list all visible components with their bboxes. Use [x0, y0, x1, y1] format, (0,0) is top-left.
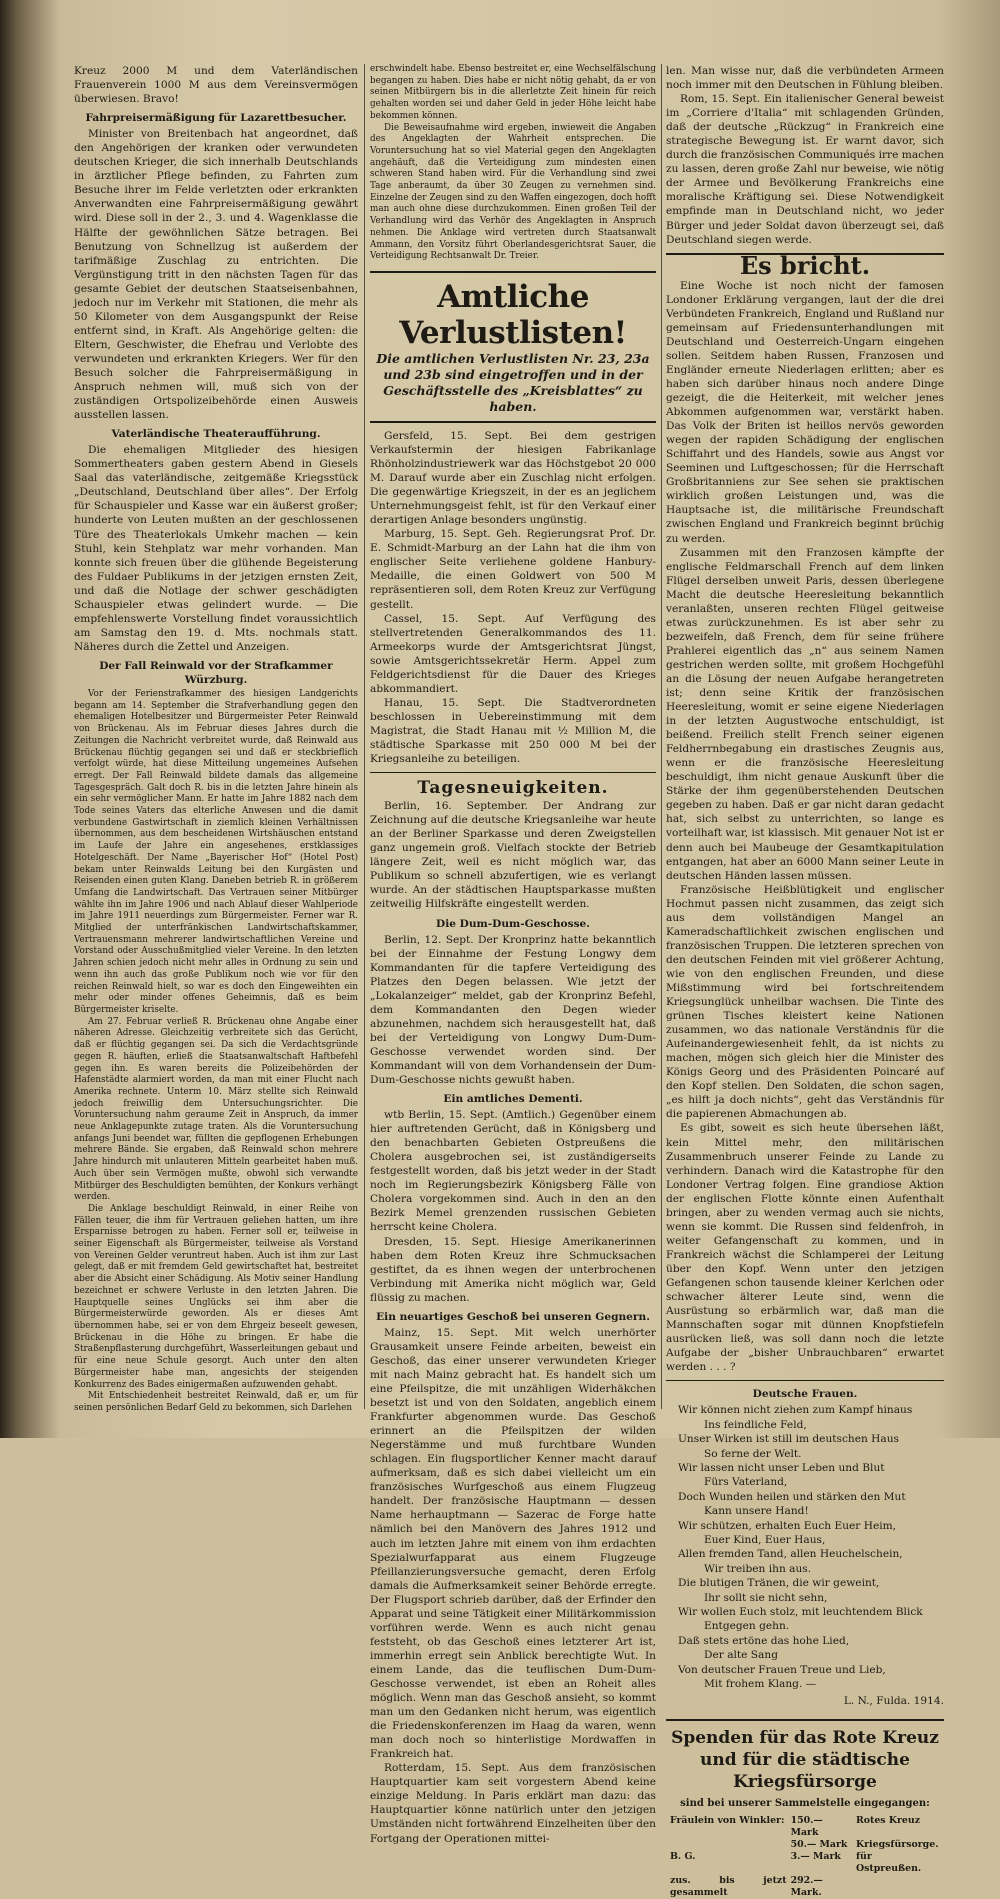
article-text: Mainz, 15. Sept. Mit welch unerhörter Grausamkeit unsere Feinde arbeiten, beweist ein Geschoß, das einer unserer verwundeten Krieger mit nach Mainz gebracht hat. Es handelt sich um eine Pfeilspitze, die mit unzähligen Widerhäkchen besetzt ist und von den Soldaten, angeblich einem Frankfurter abgenommen wurde. Das Geschoß erinnert an die Pfeilspitzen der wilden Negerstämme und muß furchtbare Wunden schlagen. Ein flugsportlicher Kenner macht darauf aufmerksam, daß es sich dabei vielleicht um ein französisches Wurfgeschoß aus einem Flugzeug handelt. Der französische Hauptmann — dessen Name herhauptmann — Sazerac de Forge hatte nämlich bei den Manövern des Jahres 1912 und auch im letzten Jahre mit einem von ihm erdachten Spezialwurfapparat aus einem Flugzeuge Pfeillanzierungsversuche gemacht, deren Erfolg damals die Aufmerksamkeit seiner Behörde erregte. Der Flugsport schrieb darüber, daß der Erfinder den Apparat und seine Tätigkeit einer Militärkommission vorführen werde. Wenn es auch nicht genau feststeht, ob das Geschoß eines letzterer Art ist, immerhin erregt sein Anblick berechtigte Wut. In einem Lande, das die teuflischen Dum-Dum-Geschosse verwendet, ist eben an Roheit alles möglich. Wenn man das Geschoß ansieht, so kommt man um den Gedanken nicht herum, was eigentlich die Friedenskonferenzen im Haag da waren, wenn man doch noch so hinterlistige Mordwaffen in Frankreich hat.	[370, 1326, 656, 1761]
article-text: Vor der Ferienstrafkammer des hiesigen Landgerichts begann am 14. September die Strafverhandlung gegen den ehemaligen Hotelbesitzer und Bürgermeister Peter Reinwald von Brückenau. Als im Februar dieses Jahres durch die Zeitungen die Nachricht verbreitet wurde, daß Reinwald aus Brückenau flüchtig gegangen sei und daß er steckbrieflich verfolgt würde, hat diese Mitteilung ungemeines Aufsehen erregt. Der Fall Reinwald bildete damals das allgemeine Tagesgespräch. Galt doch R. bis in die letzten Jahre hinein als ein sehr vermöglicher Mann. Er hatte im Jahre 1882 nach dem Tode seines Vaters das elterliche Anwesen und die damit verbundene Gastwirtschaft in ziemlich kleinen Verhältnissen übernommen, aus dem bescheidenen Wirtshäuschen entstand im Laufe der Jahre ein angesehenes, erstklassiges Hotelgeschäft. Der Name „Bayerischer Hof“ (Hotel Post) bekam unter Reinwalds Leitung bei den Kurgästen und Reisenden einen guten Klang. Daneben betrieb R. in größerem Umfang die Landwirtschaft. Das Vertrauen seiner Mitbürger wählte ihn im Jahre 1906 und nach Ablauf dieser Wahlperiode im Jahre 1911 neuerdings zum Bürgermeister. Ferner war R. Mitglied der unterfränkischen Landwirtschaftskammer, Vertrauensmann mehrerer landwirtschaftlichen Vereine und Vorstand oder Ausschußmitglied vieler Vereine. In den letzten Jahren schien jedoch nicht mehr alles in Ordnung zu sein und wenn ihn auch das große Publikum noch wie vor für den reichen Reinwald hielt, so war es doch den Eingeweihten ein mehr oder minder offenes Geheimnis, daß es beim Bürgermeister kriselte.	[74, 689, 358, 1015]
donation-purpose: für Ostpreußen.	[855, 1850, 922, 1874]
article-text: Hanau, 15. Sept. Die Stadtverordneten beschlossen in Uebereinstimmung mit dem Magistrat, die Stadt Hanau mit ½ Million M, die städtische Sparkasse mit 250 000 M bei der Kriegsanleihe zu beteiligen.	[370, 696, 656, 766]
article-text: Minister von Breitenbach hat angeordnet, daß den Angehörigen der kranken oder verwundeten deutschen Krieger, die sich innerhalb Deutschlands in ärztlicher Pflege befinden, zu Fahrten zum Besuche ihrer im Felde verletzten oder erkrankten Anverwandten eine Fahrpreisermäßigung gewährt wird. Diese soll in der 2., 3. und 4. Wagenklasse die Hälfte der gewöhnlichen Sätze betragen. Bei Benutzung von Schnellzug ist außerdem der tarifmäßige Zuschlag zu entrichten. Die Vergünstigung tritt in den nächsten Tagen für das gesamte Gebiet der deutschen Staatseisenbahnen, jedoch nur im Verkehr mit Stationen, die mehr als 50 Kilometer von dem Ausgangspunkt der Reise entfernt sind, in Kraft. Als Angehörige gelten: die Eltern, Geschwister, die Ehefrau und Verlobte des verwundeten und erkrankten Kriegers. Wer für den Besuch solcher die Fahrpreisermäßigung in Anspruch nehmen will, muß sich von der zuständigen Ortspolizeibehörde einen Ausweis ausstellen lassen.	[74, 128, 358, 422]
table-row	[670, 1875, 944, 1899]
poem-line: Euer Kind, Euer Haus,	[704, 1534, 826, 1547]
article-heading: Die Dum-Dum-Geschosse.	[436, 917, 590, 930]
article-heading: Ein amtliches Dementi.	[443, 1093, 583, 1106]
donation-amount: 292.— Mark.	[790, 1874, 823, 1898]
poem-line: Mit frohem Klang. —	[704, 1678, 817, 1691]
donation-amount: 3.— Mark	[790, 1850, 841, 1862]
column-right	[666, 64, 944, 1898]
article-text: wtb Berlin, 15. Sept. (Amtlich.) Gegenüber einem hier auftretenden Gerücht, daß in Königsberg und den benachbarten Gebieten Ostpreußens die Cholera ausgebrochen sei, ist zuständigerseits festgestellt worden, daß bis jetzt weder in der Stadt noch im Regierungsbezirk Königsberg Fälle von Cholera vorgekommen sind. Auch in den an den Bezirk Memel grenzenden russischen Gebieten herrscht keine Cholera.	[370, 1109, 656, 1234]
divider	[370, 772, 656, 773]
donor-name: zus. bis jetzt gesammelt	[670, 1874, 787, 1898]
verlustlisten-title: Amtliche Verlustlisten!	[399, 278, 627, 351]
article-text: Rotterdam, 15. Sept. Aus dem französischen Hauptquartier kam seit vorgestern Abend keine einzige Meldung. In Paris erklärt man dazu: das Hauptquartier könne natürlich unter den jetzigen Umständen nicht fortwährend Einzelheiten über den Fortgang der Operationen mittei-	[370, 1762, 656, 1845]
poem-line: Wir können nicht ziehen zum Kampf hinaus	[678, 1404, 913, 1417]
article-text: Die Anklage beschuldigt Reinwald, in einer Reihe von Fällen teuer, die ihm für Vertrauen geliehen hatten, um ihre Ersparnisse betrogen zu haben. Ferner soll er, teilweise in seiner Eigenschaft als Bürgermeister, teilweise als Vorstand von Vereinen Gelder veruntreut haben. Auch ist ihm zur Last gelegt, daß er mit fremdem Geld gewirtschaftet hat, bestreitet aber die Absicht einer Schädigung. Als Motiv seiner Handlung bezeichnet er schwere Verluste in den letzten Jahren. Die Hauptquelle seines Unglücks sei ihm aber die Bürgermeisterwürde geworden. Als er dieses Amt übernommen habe, sei er von dem Ehrgeiz beseelt gewesen, Brückenau in die Höhe zu bringen. Er habe die Straßenpflasterung durchgeführt, Wasserleitungen gebaut und für eine neue Schule gesorgt. Auch unter den alten Bürgermeister habe man, angesichts der steigenden Konkurrenz des Bades einigermaßen aufzuwenden gehabt.	[74, 1203, 358, 1390]
article-text: Eine Woche ist noch nicht der famosen Londoner Erklärung vergangen, laut der die drei Verbündeten Frankreich, England und Rußland nur gemeinsam auf Friedensunterhandlungen mit Deutschland und Oesterreich-Ungarn eingehen sollen. Seitdem haben Russen, Franzosen und Engländer erneute Niederlagen erlitten; aber es haben sich darüber hinaus noch andere Dinge gezeigt, die die Heiterkeit, mit welcher jenes Abkommen aufgenommen war, verstärkt haben. Das Volk der Briten ist heillos nervös geworden wegen der rapiden Schädigung der englischen Schiffahrt und des Handels, sowie aus Angst vor Seeminen und Luftgeschossen; für die Herrschaft Großbritanniens zur See sehen sie praktischen wirklich großen Leistungen und, was die Hauptsache ist, die militärische Freundschaft zwischen England und Frankreich beginnt brüchig zu werden.	[666, 279, 944, 545]
article-text: Zusammen mit den Franzosen kämpfte der englische Feldmarschall French auf dem linken Flügel derselben unweit Paris, dessen überlegene Macht die deutsche Heeresleitung bekanntlich veranlaßten, unseren rechten Flügel geitweise etwas zurückzunehmen. Es ist aber sehr zu bezweifeln, daß French, dem für seine frühere Prahlerei eigentlich das „n“ aus seinem Namen gestrichen werden sollte, mit großem Hochgefühl an die Lösung der neuen Aufgabe herangetreten ist; denn seine Kritik der französischen Heeresleitung, womit er seine eigene Niederlagen in der letzten Augustwoche entschuldigt, ist beißend. Freilich stellt French seiner eigenen Feldherrnbegabung ein drastisches Zeugnis aus, wenn er die französische Heeresleitung beschuldigt, ihm nicht genaue Auskunft über die Stärke der ihm gegenüberstehenden Deutschen gegeben zu haben. Daß er gar nicht daran gedacht hat, sich selbst zu unterrichten, so lange es vorteilhaft war, ist klassisch. Mit genauer Not ist er denn auch bei Maubeuge der Gesamtkapitulation entgangen, hat aber an 6000 Mann seiner Leute in deutschen Händen lassen müssen.	[666, 546, 944, 882]
article-text: Berlin, 16. September. Der Andrang zur Zeichnung auf die deutsche Kriegsanleihe war heute an der Berliner Sparkasse und deren Zweigstellen ganz ungemein groß. Vielfach stockte der Betrieb längere Zeit, weil es nicht möglich war, das Publikum so schnell abzufertigen, wie es verlangt wurde. An der städtischen Hauptsparkasse mußten zeitweilig Hilfskräfte eingestellt werden.	[370, 800, 656, 911]
article-heading: Vaterländische Theateraufführung.	[111, 428, 321, 441]
article-text: erschwindelt habe. Ebenso bestreitet er, eine Wechselfälschung begangen zu haben. Dies habe er nicht nötig gehabt, da er von seinen Mitbürgern bis in die allerletzte Zeit hinein für reich gehalten worden sei und daher Geld in jeder Höhe leicht habe bekommen können.	[370, 64, 656, 121]
donation-amount: 150.— Mark	[790, 1814, 823, 1838]
divider	[666, 1380, 944, 1381]
article-heading: Fahrpreisermäßigung für Lazarettbesucher.	[85, 112, 347, 125]
verlustlisten-box	[370, 271, 656, 423]
table-row	[670, 1815, 944, 1839]
poem-line: Unser Wirken ist still im deutschen Haus	[678, 1433, 899, 1446]
article-text: Marburg, 15. Sept. Geh. Regierungsrat Prof. Dr. E. Schmidt-Marburg an der Lahn hat die ihm von englischer Seite verliehene goldene Hanbury-Medaille, die einen Goldwert von 500 M repräsentieren soll, dem Roten Kreuz zur Verfügung gestellt.	[370, 528, 656, 611]
poem-line: Ihr sollt sie nicht sehn,	[704, 1591, 828, 1604]
column-rule	[661, 64, 662, 1409]
poem-line: Der alte Sang	[704, 1649, 778, 1662]
article-heading: Ein neuartiges Geschoß bei unseren Gegnern.	[376, 1310, 650, 1323]
donor-name: B. G.	[670, 1850, 696, 1862]
article-text: Mit Entschiedenheit bestreitet Reinwald, daß er, um für seinen persönlichen Bedarf Geld zu bekommen, sich Darlehen	[74, 1391, 358, 1413]
section-heading: Tagesneuigkeiten.	[417, 778, 609, 799]
donations-title: Spenden für das Rote Kreuz und für die städtische Kriegsfürsorge	[666, 1719, 944, 1793]
donor-name: Fräulein von Winkler:	[670, 1814, 785, 1826]
poem-line: So ferne der Welt.	[704, 1447, 802, 1460]
poem-line: Doch Wunden heilen und stärken den Mut	[678, 1490, 906, 1503]
article-text: Rom, 15. Sept. Ein italienischer General beweist im „Corriere d'Italia“ mit schlagenden Gründen, daß der deutsche „Rückzug“ in Frankreich eine strategische Bewegung ist. Er warnt davor, sich durch die französischen Communiqués irre machen zu lassen, deren große Zahl nur beweise, wie nötig der Armee und Bevölkerung Frankreichs eine moralische Kräftigung sei. Diese Notwendigkeit empfinde man in Deutschland nicht, wo jeder Bürger und jeder Soldat davon überzeugt sei, daß Deutschland siegen werde.	[666, 93, 944, 246]
poem-line: Wir wollen Euch stolz, mit leuchtendem Blick	[678, 1606, 923, 1619]
article-text: Die ehemaligen Mitglieder des hiesigen Sommertheaters gaben gestern Abend in Giesels Saal das vaterländische, zeitgemäße Kriegsstück „Deutschland, Deutschland über alles“. Der Erfolg für Schauspieler und Kasse war ein äußerst großer; hunderte von Leuten mußten an der geschlossenen Türe des Theaterlokals Umkehr machen — kein Stuhl, kein Stehplatz war mehr vorhanden. Man konnte sich freuen über die glühende Begeisterung des Fuldaer Publikums in der jetzigen ernsten Zeit, und daß die Notlage der schwer geschädigten Schauspieler etwas gelindert wurde. — Die empfehlenswerte Vorstellung findet voraussichtlich am Samstag den 19. d. Mts. nochmals statt. Näheres durch die Zettel und Anzeigen.	[74, 444, 358, 653]
article-text: Es gibt, soweit es sich heute übersehen läßt, kein Mittel mehr, den militärischen Zusammenbruch unserer Feinde zu Lande zu verhindern. Danach wird die Katastrophe für den Londoner Vertrag folgen. Eine grandiose Aktion der englischen Flotte könnte einen Aufenthalt bringen, aber zu wenden vermag auch sie nichts, wenn sie kommt. Die Russen sind feldenfroh, in weiter Gefangenschaft zu kommen, und in Frankreich wächst die Schlamperei der Leitung über den Kopf. Wenn unter den jetzigen Gefangenen schon tausende kleiner Kerlchen oder schwacher älterer Leute sind, wenn die Ausrüstung so erbärmlich war, daß man die Mannschaften sogar mit dünnen Knopfstiefeln ausrücken ließ, was soll dann noch die letzte Aufgabe der „bisher Unbrauchbaren“ erwartet werden . . . ?	[666, 1122, 944, 1374]
table-row	[670, 1839, 944, 1851]
poem-line: Fürs Vaterland,	[704, 1476, 788, 1489]
poem-line: Daß stets ertöne das hohe Lied,	[678, 1634, 850, 1647]
poem-title: Deutsche Frauen.	[752, 1388, 858, 1401]
donation-amount: 50.— Mark	[790, 1838, 848, 1850]
poem-signature: L. N., Fulda. 1914.	[843, 1695, 944, 1708]
donations-subtitle: sind bei unserer Sammelstelle eingegangen:	[680, 1797, 930, 1809]
poem-line: Von deutscher Frauen Treue und Lieb,	[678, 1663, 886, 1676]
article-text: Cassel, 15. Sept. Auf Verfügung des stellvertretenden Generalkommandos des 11. Armeekorps wurde der Amtsgerichtsrat Jüngst, sowie Amtsgerichtssekretär Herm. Appel zum Feldgerichtsdienst für die Dauer des Krieges abkommandiert.	[370, 612, 656, 695]
donation-purpose: Kriegsfürsorge.	[855, 1838, 939, 1850]
verlustlisten-subtitle: Die amtlichen Verlustlisten Nr. 23, 23a und 23b sind eingetroffen und in der Geschäftsstelle des „Kreisblattes“ zu haben.	[376, 350, 650, 414]
poem-line: Wir schützen, erhalten Euch Euer Heim,	[678, 1519, 897, 1532]
poem-line: Ins feindliche Feld,	[704, 1418, 807, 1431]
donation-purpose: Rotes Kreuz	[855, 1814, 921, 1826]
donations-table	[670, 1815, 944, 1899]
poem-line: Entgegen gehn.	[704, 1620, 790, 1633]
poem-line: Allen fremden Tand, allen Heuchelschein,	[678, 1548, 903, 1561]
article-text: Am 27. Februar verließ R. Brückenau ohne Angabe einer näheren Adresse. Gleichzeitig verbreitete sich das Gerücht, daß er flüchtig gegangen sei. Da sich die Verdachtsgründe gegen R. häuften, erließ die Staatsanwaltschaft Haftbefehl gegen ihn. Es waren bereits die Polizeibehörden der Hafenstädte alarmiert worden, da man mit einer Flucht nach Amerika rechnete. Unterm 10. März stellte sich Reinwald jedoch freiwillig dem Untersuchungsrichter. Die Voruntersuchung nahm geraume Zeit in Anspruch, da immer neue Anklagepunkte zutage traten. Als die Voruntersuchung anfangs Juni beendet war, füllten die gepflogenen Erhebungen mehrere Bände. Sie ergaben, daß Reinwald schon mehrere Jahre hindurch mit unlauteren Mitteln gearbeitet haben muß. Auch über sein Vermögen mußte, obwohl sich verwandte Mitbürger des Beschuldigten bemühten, der Konkurs verhängt werden.	[74, 1016, 358, 1203]
article-text: Gersfeld, 15. Sept. Bei dem gestrigen Verkaufstermin der hiesigen Fabrikanlage Rhönholzindustriewerk war das Höchstgebot 20 000 M. Darauf wurde aber ein Zuschlag nicht erfolgen. Die gegenwärtige Kriegszeit, in der es an jeglichem Unternehmungsgeist fehlt, ist für den Verkauf einer derartigen Anlage besonders ungünstig.	[370, 429, 656, 527]
column-rule	[364, 64, 365, 1409]
column-left	[74, 64, 358, 1413]
poem-line: Die blutigen Tränen, die wir geweint,	[678, 1577, 880, 1590]
poem-line: Wir lassen nicht unser Leben und Blut	[678, 1461, 885, 1474]
poem-line: Wir treiben ihn aus.	[704, 1562, 812, 1575]
poem	[666, 1403, 944, 1691]
article-text: Die Beweisaufnahme wird ergeben, inwieweit die Angaben des Angeklagten der Wahrheit entsprechen. Die Voruntersuchung hat so viel Material gegen den Angeklagten angehäuft, daß die Verteidigung zum mindesten einen schweren Stand haben wird. Für die Verhandlung sind zwei Tage anberaumt, da über 30 Zeugen zu vernehmen sind. Einzelne der Zeugen sind zu den Waffen eingezogen, doch hofft man auch ohne diese durchzukommen. Einen großen Teil der Verhandlung wird das Verhör des Angeklagten in Anspruch nehmen. Die Anklage wird vertreten durch Staatsanwalt Ammann, den Vorsitz führt Oberlandesgerichtsrat Sauer, die Verteidigung Rechtsanwalt Dr. Treier.	[370, 122, 656, 262]
table-row	[670, 1851, 944, 1875]
donation-purpose	[856, 1875, 944, 1899]
article-text: Berlin, 12. Sept. Der Kronprinz hatte bekanntlich bei der Einnahme der Festung Longwy dem Kommandanten für die tapfere Verteidigung des Platzes den Degen belassen. Wie jetzt der „Lokalanzeiger“ meldet, gab der Kronprinz Befehl, dem Kommandanten den Degen wieder abzunehmen, nachdem sich herausgestellt hat, daß bei der Verteidigung von Longwy Dum-Dum-Geschosse verwendet worden sind. Der Kommandant will von dem Vorhandensein der Dum-Dum-Geschosse nichts gewußt haben.	[370, 933, 656, 1087]
article-heading: Der Fall Reinwald vor der Strafkammer Würzburg.	[99, 659, 333, 686]
article-text: Französische Heißblütigkeit und englischer Hochmut passen nicht zusammen, das zeigt sich aus dem vollständigen Mangel an Kameradschaftlichkeit zwischen englischen und französischen Truppen. Die letzteren sprechen von den deutschen Feinden mit viel größerer Achtung, wie von den englischen Freunden, und diese Mißstimmung wird bei fortschreitendem Kriegsunglück unheilbar wachsen. Die Tinte des grünen Tisches kleistert keine Nationen zusammen, wo das nationale Verständnis für die Aufeinandergewiesenheit fehlt, da ist nichts zu machen, mögen sich gleich hier die Minister des Königs Georg und des Präsidenten Poincaré auf den Kopf stellen. Den Soldaten, die schon sagen, „es hilft ja doch nichts“, geht das Verständnis für die papierenen Abmachungen ab.	[666, 883, 944, 1121]
article-text: Kreuz 2000 M und dem Vaterländischen Frauenverein 1000 M aus dem Vereinsvermögen überwiesen. Bravo!	[74, 65, 358, 106]
article-text: Dresden, 15. Sept. Hiesige Amerikanerinnen haben dem Roten Kreuz ihre Schmucksachen gestiftet, da es ihnen wegen der unterbrochenen Verbindung mit Amerika nicht möglich war, Geld flüssig zu machen.	[370, 1235, 656, 1304]
column-middle	[370, 64, 656, 1845]
editorial-title: Es bricht.	[666, 253, 944, 273]
poem-line: Kann unsere Hand!	[704, 1505, 809, 1518]
donor-name	[670, 1839, 791, 1851]
article-text: len. Man wisse nur, daß die verbündeten Armeen noch immer mit den Deutschen in Fühlung bleiben.	[666, 65, 944, 92]
